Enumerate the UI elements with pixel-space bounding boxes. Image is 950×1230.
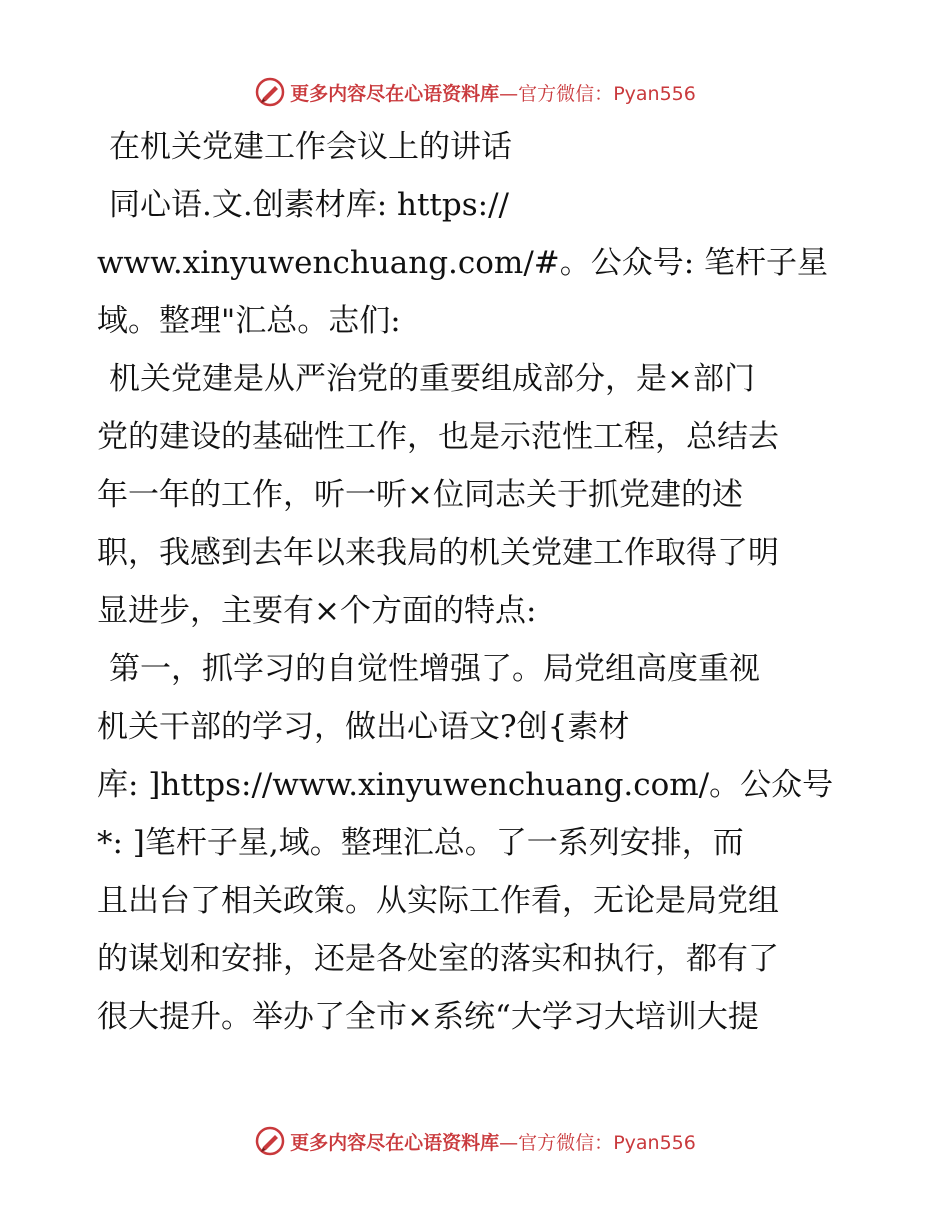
paragraph-line: 职，我感到去年以来我局的机关党建工作取得了明 xyxy=(97,535,779,571)
paragraph-line: www.xinyuwenchuang.com/#。公众号: 笔杆子星 xyxy=(97,245,829,281)
pen-logo-icon xyxy=(254,76,286,108)
banner-wechat-label: 官方微信： xyxy=(518,82,614,105)
banner-wechat-label: 官方微信： xyxy=(518,1131,614,1154)
paragraph-line: 年一年的工作，听一听×位同志关于抓党建的述 xyxy=(97,477,743,513)
header-banner xyxy=(0,72,950,112)
banner-wechat-id: Pyan556 xyxy=(613,1131,696,1154)
paragraph-line: 机关党建是从严治党的重要组成部分，是×部门 xyxy=(109,361,755,397)
paragraph-line: *: ]笔杆子星,域。整理汇总。了一系列安排，而 xyxy=(97,825,744,861)
document-body xyxy=(97,118,852,1046)
paragraph-line: 且出台了相关政策。从实际工作看，无论是局党组 xyxy=(97,883,779,919)
banner-dash: — xyxy=(499,1131,519,1154)
paragraph-3 xyxy=(97,640,852,1046)
banner-text xyxy=(290,79,696,106)
paragraph-2 xyxy=(97,350,852,640)
pen-logo-icon xyxy=(254,1125,286,1157)
paragraph-line: 域。整理"汇总。志们: xyxy=(97,303,401,339)
paragraph-line: 显进步，主要有×个方面的特点: xyxy=(97,593,537,629)
footer-banner xyxy=(0,1121,950,1161)
paragraph-line: 党的建设的基础性工作，也是示范性工程，总结去 xyxy=(97,419,779,455)
document-title: 在机关党建工作会议上的讲话 xyxy=(109,129,512,165)
paragraph-line: 同心语.文.创素材库: https:// xyxy=(109,187,509,223)
paragraph-line: 第一，抓学习的自觉性增强了。局党组高度重视 xyxy=(109,651,760,687)
paragraph-line: 库: ]https://www.xinyuwenchuang.com/。公众号 xyxy=(97,767,834,803)
paragraph-line: 很大提升。举办了全市×系统“大学习大培训大提 xyxy=(97,999,759,1035)
paragraph-line: 机关干部的学习，做出心语文?创{素材 xyxy=(97,709,630,745)
paragraph-1 xyxy=(97,176,852,350)
paragraph-line: 的谋划和安排，还是各处室的落实和执行，都有了 xyxy=(97,941,779,977)
banner-brand: 更多内容尽在心语资料库 xyxy=(290,1131,500,1154)
banner-text xyxy=(290,1128,696,1155)
banner-brand: 更多内容尽在心语资料库 xyxy=(290,82,500,105)
banner-wechat-id: Pyan556 xyxy=(613,82,696,105)
banner-dash: — xyxy=(499,82,519,105)
